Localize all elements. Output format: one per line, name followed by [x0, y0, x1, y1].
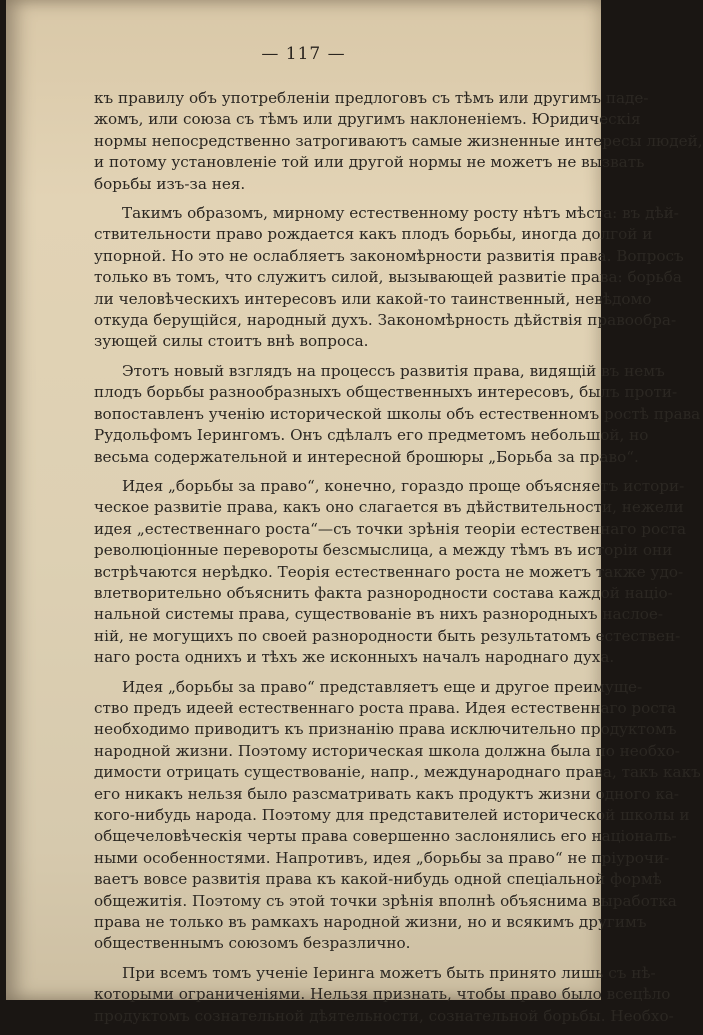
text-line: права не только въ рамкахъ народной жизни, но и всякимъ другимъ [94, 913, 647, 932]
text-line: ными особенностями. Напротивъ, идея „борьбы за право“ не пріурочи- [94, 848, 670, 867]
text-line: которыми ограниченіями. Нельзя признать, чтобы право было всецѣло [94, 985, 671, 1004]
paragraph [94, 203, 684, 353]
text-line: зующей силы стоитъ внѣ вопроса. [94, 332, 369, 351]
text-line: откуда берущійся, народный духъ. Закономѣрность дѣйствія правообра- [94, 311, 677, 330]
paragraph [94, 963, 674, 1027]
text-line: необходимо приводитъ къ признанію права исключительно продуктомъ [94, 720, 677, 739]
text-line: народной жизни. Поэтому историческая школа должна была по необхо- [94, 741, 680, 760]
paragraph [94, 677, 701, 955]
text-line: общежитія. Поэтому съ этой точки зрѣнія вполнѣ объяснима выработка [94, 891, 677, 910]
text-line: только въ томъ, что служитъ силой, вызывающей развитіе права: борьба [94, 268, 682, 287]
paragraph [94, 88, 703, 195]
text-line: ваетъ вовсе развитія права къ какой-нибудь одной спеціальной формѣ [94, 870, 662, 889]
text-line: кого-нибудь народа. Поэтому для представителей исторической школы и [94, 806, 690, 824]
page-number: — 117 — [261, 44, 346, 64]
text-line: наго роста однихъ и тѣхъ же исконныхъ началъ народнаго духа. [94, 648, 615, 667]
text-line: общечеловѣческія черты права совершенно заслонялись его національ- [94, 827, 677, 846]
page-text [94, 88, 703, 1035]
text-line: жомъ, или союза съ тѣмъ или другимъ наклоненіемъ. Юридическія [94, 110, 641, 129]
text-line: общественнымъ союзомъ безразлично. [94, 934, 411, 953]
text-line: При всемъ томъ ученіе Іеринга можетъ быть принято лишь съ нѣ- [122, 963, 656, 982]
text-line: ній, не могущихъ по своей разнородности быть результатомъ естествен- [94, 626, 681, 645]
text-line: ческое развитіе права, какъ оно слагается въ дѣйствительности, нежели [94, 498, 684, 517]
text-line: Рудольфомъ Іерингомъ. Онъ сдѣлалъ его предметомъ небольшой, но [94, 426, 649, 445]
text-line: нальной системы права, существованіе въ нихъ разнородныхъ наслое- [94, 605, 664, 624]
text-line: весьма содержательной и интересной брошюры „Борьба за право“. [94, 447, 639, 466]
text-line: революціонные перевороты безсмыслица, а между тѣмъ въ исторіи они [94, 541, 673, 560]
paragraph [94, 476, 687, 669]
text-line: Идея „борьбы за право“, конечно, гораздо проще объясняетъ истори- [122, 476, 685, 495]
text-line: влетворительно объяснить факта разнородности состава каждой націо- [94, 583, 673, 602]
text-line: нормы непосредственно затрогиваютъ самые жизненные интересы людей, [94, 131, 703, 150]
book-page [6, 0, 703, 1025]
text-line: вопоставленъ ученію исторической школы объ естественномъ ростѣ права [94, 404, 701, 423]
text-line: димости отрицать существованіе, напр., международнаго права, такъ какъ [94, 763, 701, 782]
text-line: къ правилу объ употребленіи предлоговъ съ тѣмъ или другимъ паде- [94, 89, 649, 107]
text-line: ство предъ идеей естественнаго роста права. Идея естественнаго роста [94, 698, 677, 717]
text-line: Такимъ образомъ, мирному естественному росту нѣтъ мѣста: въ дѣй- [122, 204, 679, 223]
text-line: и потому установленіе той или другой нормы не можетъ не вызвать [94, 153, 645, 172]
text-line: борьбы изъ-за нея. [94, 174, 246, 193]
text-line: продуктомъ сознательной дѣятельности, сознательной борьбы. Необхо- [94, 1006, 674, 1025]
text-line: упорной. Но это не ослабляетъ закономѣрности развитія права. Вопросъ [94, 246, 684, 265]
text-line: идея „естественнаго роста“—съ точки зрѣнія теоріи естественнаго роста [94, 519, 687, 538]
text-line: Этотъ новый взглядъ на процессъ развитія права, видящій въ немъ [122, 361, 665, 380]
text-line: плодъ борьбы разнообразныхъ общественныхъ интересовъ, былъ проти- [94, 383, 678, 402]
text-line: встрѣчаются нерѣдко. Теорія естественнаго роста не можетъ также удо- [94, 562, 684, 581]
text-line: Идея „борьбы за право“ представляетъ еще и другое преимуще- [122, 677, 643, 696]
paragraph [94, 361, 701, 468]
text-line: ли человѣческихъ интересовъ или какой-то таинственный, невѣдомо [94, 289, 652, 308]
text-line: ствительности право рождается какъ плодъ борьбы, иногда долгой и [94, 225, 653, 244]
text-line: его никакъ нельзя было разсматривать какъ продуктъ жизни одного ка- [94, 784, 680, 803]
